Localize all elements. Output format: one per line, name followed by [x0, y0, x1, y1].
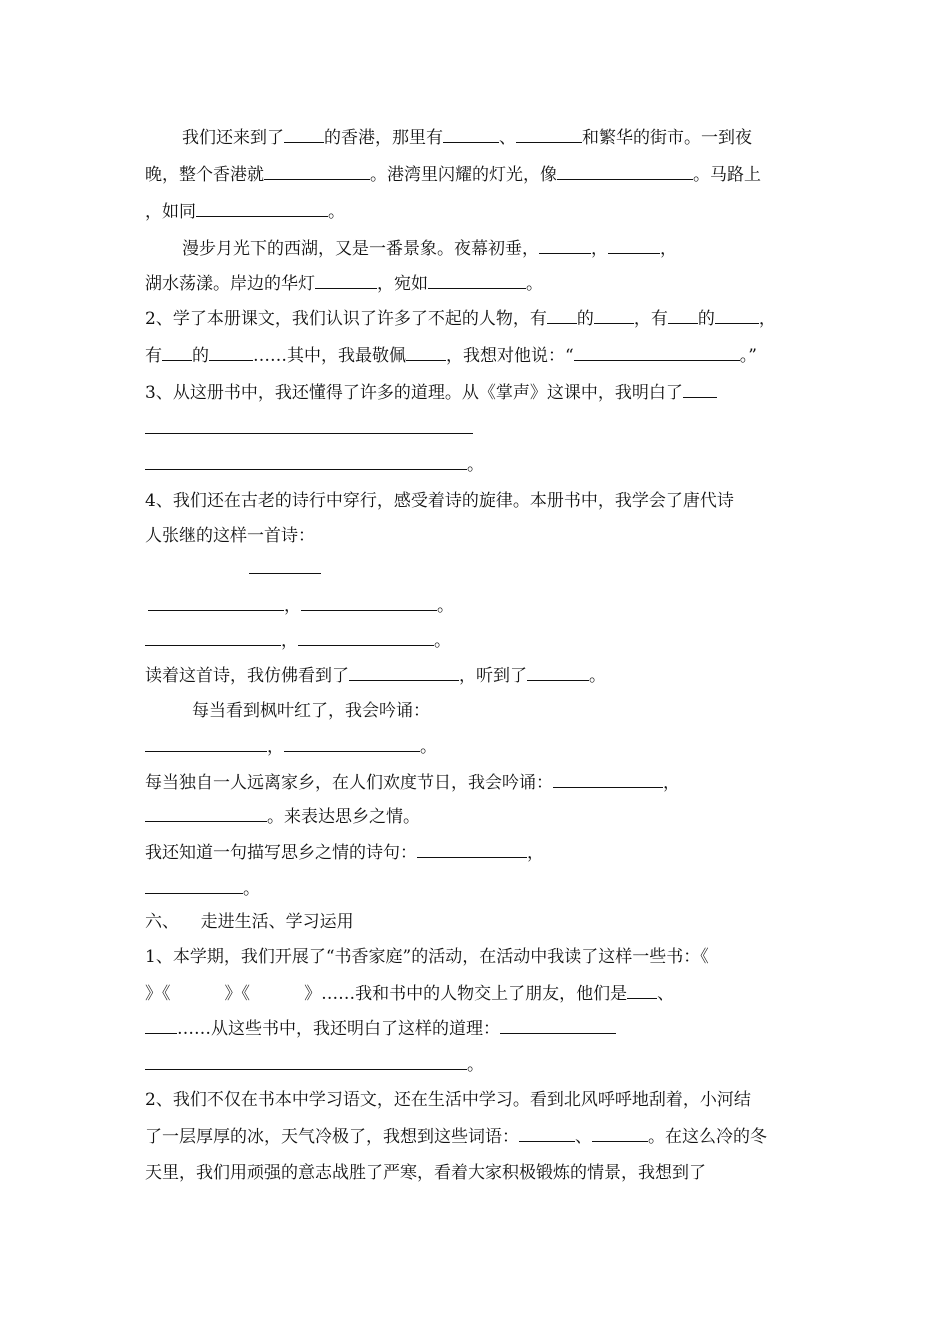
question-2-line: 2、学了本册课文，我们认识了许多了不起的人物，有 的 ，有 的 ， [145, 305, 776, 331]
text-line: 漫步月光下的西湖，又是一番景象。夜幕初垂， ， ， [182, 235, 677, 261]
answer-blank[interactable] [145, 1051, 467, 1070]
text-line: 湖水荡漾。岸边的华灯 ，宛如 。 [145, 270, 543, 296]
answer-line[interactable] [145, 433, 473, 434]
answer-blank[interactable] [592, 1123, 648, 1142]
text-line: 每当看到枫叶红了，我会吟诵： [192, 701, 430, 721]
answer-blank[interactable] [148, 592, 284, 611]
answer-blank[interactable] [298, 627, 434, 646]
answer-blank[interactable] [284, 733, 420, 752]
answer-blank[interactable] [406, 342, 446, 361]
section-six-q2: 2、我们不仅在书本中学习语文，还在生活中学习。看到北风呼呼地刮着，小河结 [145, 1090, 751, 1110]
text-line: 。 [145, 875, 260, 901]
answer-blank[interactable] [145, 875, 243, 894]
text-line: 每当独自一人远离家乡，在人们欢度节日，我会吟诵： ， [145, 769, 680, 795]
text-line: 。 [145, 451, 484, 477]
text-line: 了一层厚厚的冰，天气冷极了，我想到这些词语： 、 。在这么冷的冬 [145, 1123, 767, 1149]
answer-blank[interactable] [668, 305, 698, 324]
answer-blank[interactable] [145, 627, 281, 646]
poem-line: ， 。 [148, 592, 454, 618]
answer-blank[interactable] [443, 124, 499, 143]
text-line: 读着这首诗，我仿佛看到了 ，听到了 。 [145, 662, 606, 688]
text-line: 我们还来到了 的香港，那里有 、 和繁华的街市。一到夜 [182, 124, 752, 150]
answer-blank[interactable] [527, 662, 589, 681]
poem-line: ， 。 [145, 627, 451, 653]
answer-blank[interactable] [516, 124, 582, 143]
answer-blank[interactable] [547, 305, 577, 324]
section-six-heading: 六、 走进生活、学习运用 [145, 912, 354, 932]
poem-title-blank[interactable] [249, 573, 321, 574]
text-line: 我还知道一句描写思乡之情的诗句： ， [145, 839, 544, 865]
answer-blank[interactable] [209, 342, 253, 361]
answer-blank[interactable] [196, 198, 328, 217]
answer-blank[interactable] [301, 592, 437, 611]
answer-blank[interactable] [349, 662, 459, 681]
answer-blank[interactable] [608, 235, 660, 254]
text-line: 人张继的这样一首诗： [145, 526, 315, 546]
text-line: 有 的 ……其中，我最敬佩 ，我想对他说：“ 。” [145, 342, 757, 368]
text-line: 晚，整个香港就 。港湾里闪耀的灯光，像 。马路上 [145, 161, 761, 187]
text-line: ……从这些书中，我还明白了这样的道理： [145, 1015, 616, 1041]
text-line: 天里，我们用顽强的意志战胜了严寒，看着大家积极锻炼的情景，我想到了 [145, 1163, 706, 1183]
text-line: 。来表达思乡之情。 [145, 803, 420, 829]
answer-blank[interactable] [145, 451, 467, 470]
text-line: 》《 》《 》……我和书中的人物交上了朋友，他们是 、 [145, 980, 674, 1006]
answer-blank[interactable] [428, 270, 526, 289]
answer-blank[interactable] [683, 379, 717, 398]
answer-blank[interactable] [284, 124, 324, 143]
answer-blank[interactable] [557, 161, 693, 180]
answer-blank[interactable] [500, 1015, 616, 1034]
answer-blank[interactable] [715, 305, 759, 324]
answer-blank[interactable] [594, 305, 634, 324]
answer-blank[interactable] [539, 235, 591, 254]
answer-blank[interactable] [315, 270, 377, 289]
answer-blank[interactable] [162, 342, 192, 361]
question-3-line: 3、从这册书中，我还懂得了许多的道理。从《掌声》这课中，我明白了 [145, 379, 717, 405]
answer-blank[interactable] [145, 1015, 177, 1034]
answer-blank[interactable] [145, 733, 267, 752]
answer-blank[interactable] [145, 803, 267, 822]
answer-blank[interactable] [553, 769, 663, 788]
section-six-q1: 1、本学期，我们开展了“书香家庭”的活动，在活动中我读了这样一些书：《 [145, 947, 709, 967]
text-line: 。 [145, 1051, 484, 1077]
text-line: ， 。 [145, 733, 437, 759]
answer-blank[interactable] [264, 161, 370, 180]
answer-blank[interactable] [519, 1123, 575, 1142]
answer-blank[interactable] [417, 839, 527, 858]
answer-blank[interactable] [574, 342, 740, 361]
answer-blank[interactable] [627, 980, 657, 999]
text-line: ，如同 。 [145, 198, 345, 224]
question-4-line: 4、我们还在古老的诗行中穿行，感受着诗的旋律。本册书中，我学会了唐代诗 [145, 491, 734, 511]
